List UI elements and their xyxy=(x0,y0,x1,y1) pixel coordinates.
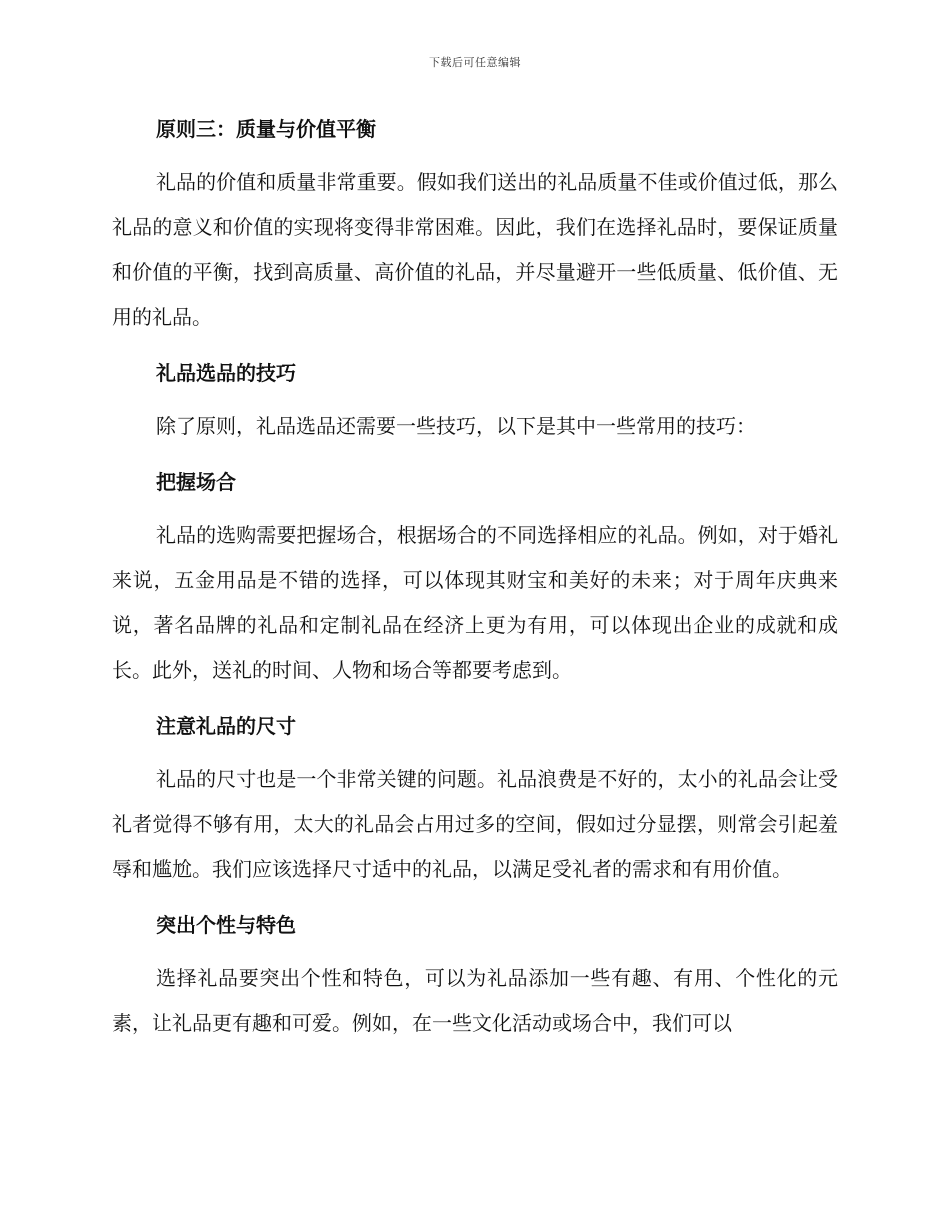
section-heading: 注意礼品的尺寸 xyxy=(156,714,296,738)
section-paragraph: 除了原则，礼品选品还需要一些技巧，以下是其中一些常用的技巧： xyxy=(156,414,756,438)
section-heading: 把握场合 xyxy=(156,470,236,494)
section-heading: 礼品选品的技巧 xyxy=(156,361,296,385)
section-heading: 原则三：质量与价值平衡 xyxy=(156,117,376,141)
section-paragraph: 选择礼品要突出个性和特色，可以为礼品添加一些有趣、有用、个性化的元素，让礼品更有趣和可爱。例如，在一些文化活动或场合中，我们可以 xyxy=(112,966,838,1035)
page-header: 下载后可任意编辑 xyxy=(429,56,521,69)
section-paragraph: 礼品的尺寸也是一个非常关键的问题。礼品浪费是不好的，太小的礼品会让受礼者觉得不够有用，太大的礼品会占用过多的空间，假如过分显摆，则常会引起羞辱和尴尬。我们应该选择尺寸适中的礼品，以满足受礼者的需求和有用价值。 xyxy=(112,767,838,881)
document-body xyxy=(112,112,838,1046)
section-paragraph: 礼品的价值和质量非常重要。假如我们送出的礼品质量不佳或价值过低，那么礼品的意义和价值的实现将变得非常困难。因此，我们在选择礼品时，要保证质量和价值的平衡，找到高质量、高价值的礼品，并尽量避开一些低质量、低价值、无用的礼品。 xyxy=(112,170,838,329)
section-heading: 突出个性与特色 xyxy=(156,913,296,937)
section-paragraph: 礼品的选购需要把握场合，根据场合的不同选择相应的礼品。例如，对于婚礼来说，五金用品是不错的选择，可以体现其财宝和美好的未来；对于周年庆典来说，著名品牌的礼品和定制礼品在经济上更为有用，可以体现出企业的成就和成长。此外，送礼的时间、人物和场合等都要考虑到。 xyxy=(112,523,838,682)
